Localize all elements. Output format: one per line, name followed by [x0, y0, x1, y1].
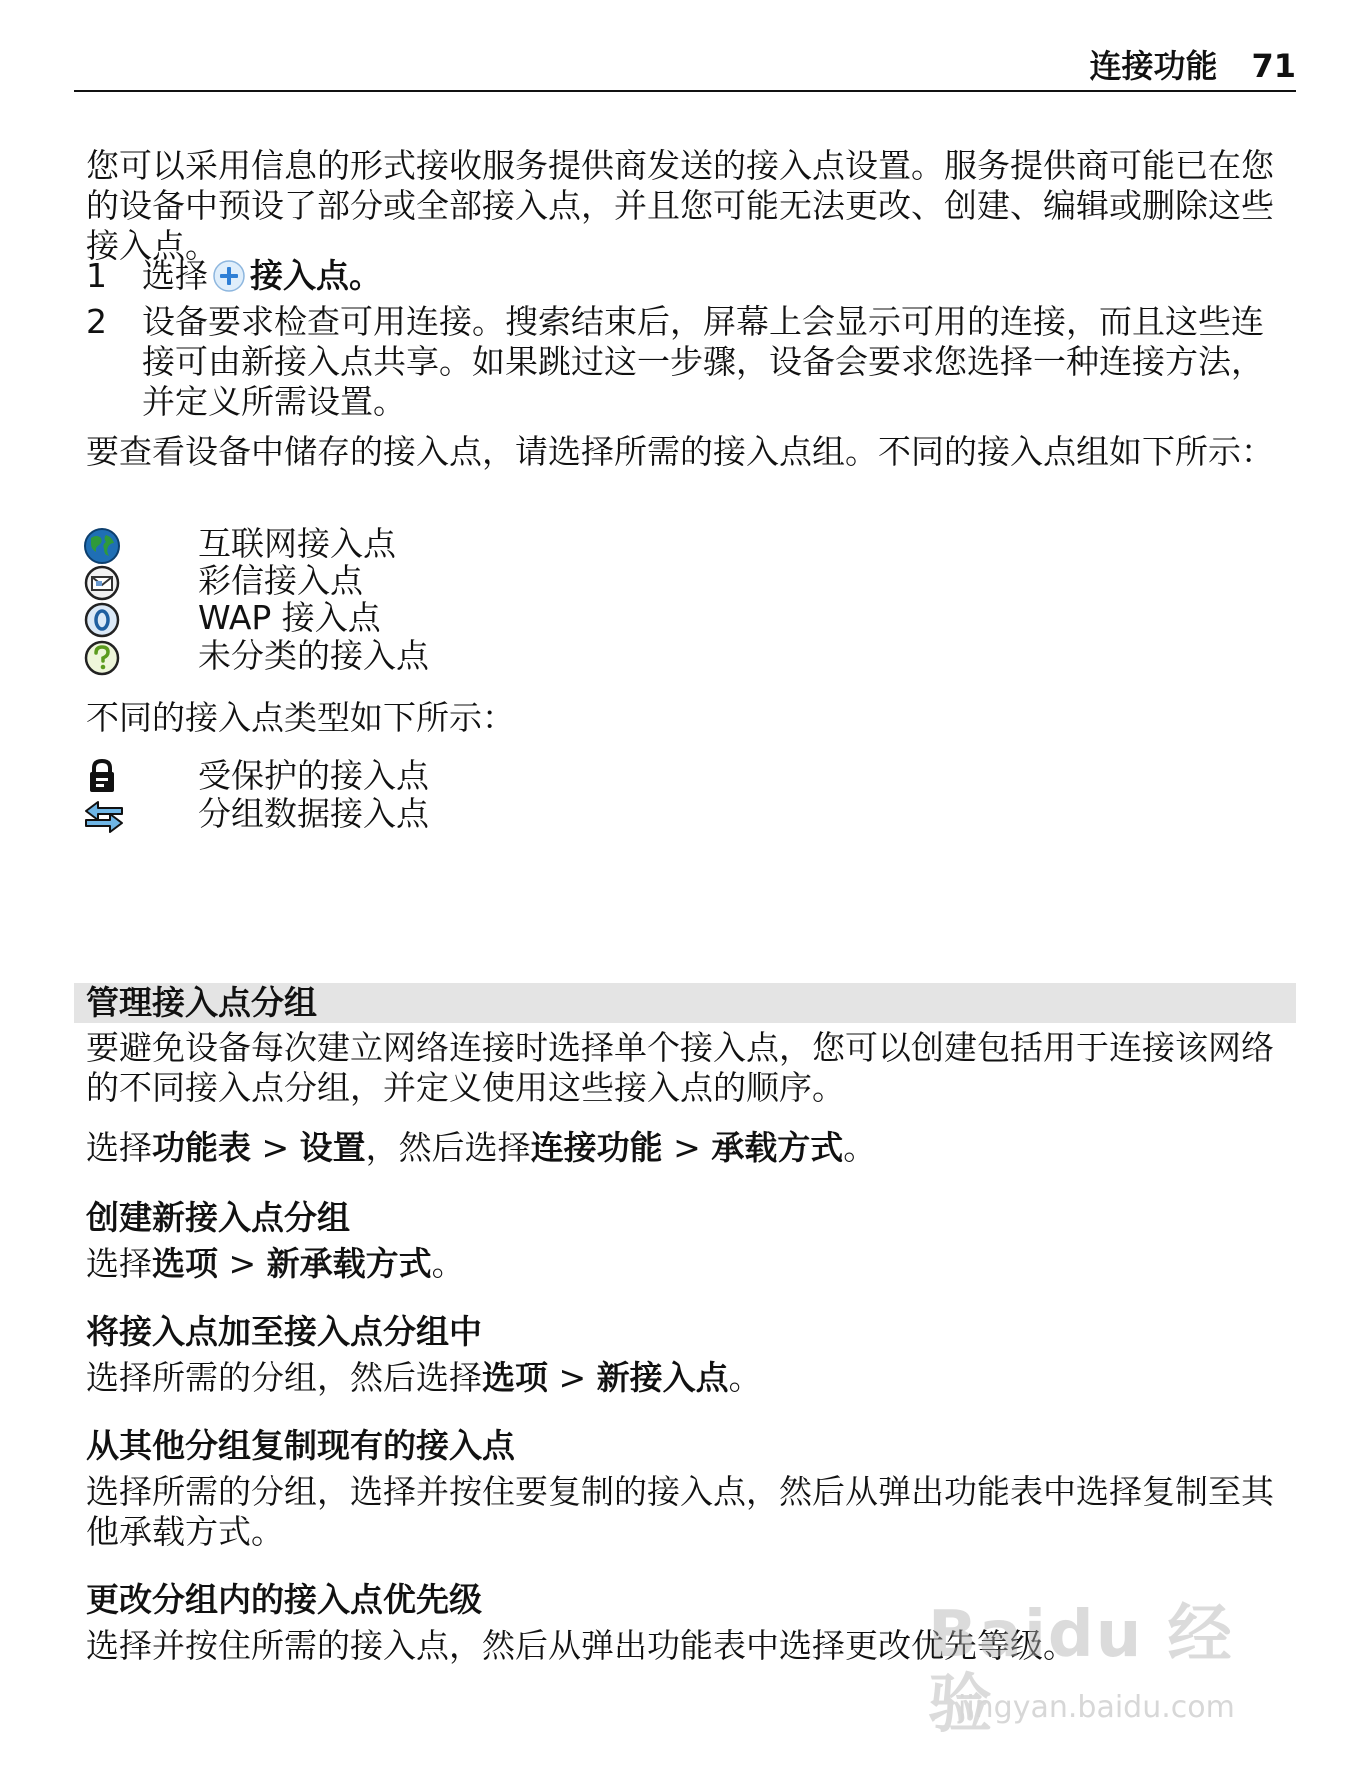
lock-icon [82, 758, 122, 798]
step-number: 2 [86, 302, 107, 341]
group-row-uncategorized [82, 636, 882, 676]
subsection-heading: 创建新接入点分组 [86, 1198, 350, 1237]
group-label: WAP 接入点 [198, 598, 381, 637]
group-row-internet [82, 524, 882, 564]
step-1 [86, 256, 1296, 296]
packet-data-icon [78, 796, 130, 836]
group-label: 未分类的接入点 [198, 636, 429, 675]
type-label: 受保护的接入点 [198, 756, 429, 795]
section-heading: 管理接入点分组 [74, 983, 1296, 1023]
step-text: 设备要求检查可用连接。搜索结束后，屏幕上会显示可用的连接，而且这些连接可由新接入点共享。如果跳过这一步骤，设备会要求您选择一种连接方法，并定义所需设置。 [142, 302, 1264, 421]
step-text: 选择 接入点。 [142, 256, 382, 295]
baidu-watermark [928, 1590, 1268, 1740]
type-label: 分组数据接入点 [198, 794, 429, 833]
type-row-packet-data [82, 794, 882, 834]
wap-icon [82, 600, 122, 640]
subsection-body: 选择所需的分组，选择并按住要复制的接入点，然后从弹出功能表中选择复制至其他承载方式。 [86, 1472, 1274, 1551]
globe-icon [82, 526, 122, 566]
chapter-title: 连接功能 [1089, 47, 1218, 85]
menu-path: 选择功能表 > 设置，然后选择连接功能 > 承载方式。 [86, 1128, 877, 1167]
mms-icon [82, 563, 122, 603]
subsection-heading: 从其他分组复制现有的接入点 [86, 1426, 515, 1465]
running-header [74, 46, 1296, 92]
subsection-body: 选择选项 > 新承载方式。 [86, 1244, 465, 1283]
group-label: 互联网接入点 [198, 524, 396, 563]
group-row-wap [82, 598, 882, 638]
section-body: 要避免设备每次建立网络连接时选择单个接入点，您可以创建包括用于连接该网络的不同接入点分组，并定义使用这些接入点的顺序。 [86, 1028, 1274, 1107]
type-row-protected [82, 756, 882, 796]
types-intro: 不同的接入点类型如下所示： [86, 698, 515, 737]
subsection-body: 选择所需的分组，然后选择选项 > 新接入点。 [86, 1358, 762, 1397]
page-number: 71 [1251, 47, 1296, 85]
subsection-heading: 更改分组内的接入点优先级 [86, 1580, 482, 1619]
group-row-mms [82, 561, 882, 601]
intro-paragraph: 您可以采用信息的形式接收服务提供商发送的接入点设置。服务提供商可能已在您的设备中预设了部分或全部接入点，并且您可能无法更改、创建、编辑或删除这些接入点。 [86, 146, 1274, 265]
step-2 [86, 302, 1296, 422]
watermark-brand: Baidu 经验 [928, 1598, 1234, 1742]
group-label: 彩信接入点 [198, 561, 363, 600]
question-icon [82, 638, 122, 678]
subsection-heading: 将接入点加至接入点分组中 [86, 1312, 482, 1351]
watermark-url: jingyan.baidu.com [958, 1690, 1235, 1725]
groups-intro: 要查看设备中储存的接入点，请选择所需的接入点组。不同的接入点组如下所示： [86, 432, 1274, 471]
step-number: 1 [86, 256, 107, 295]
add-plus-icon [212, 259, 246, 293]
subsection-body: 选择并按住所需的接入点，然后从弹出功能表中选择更改优先等级。 [86, 1626, 1076, 1665]
